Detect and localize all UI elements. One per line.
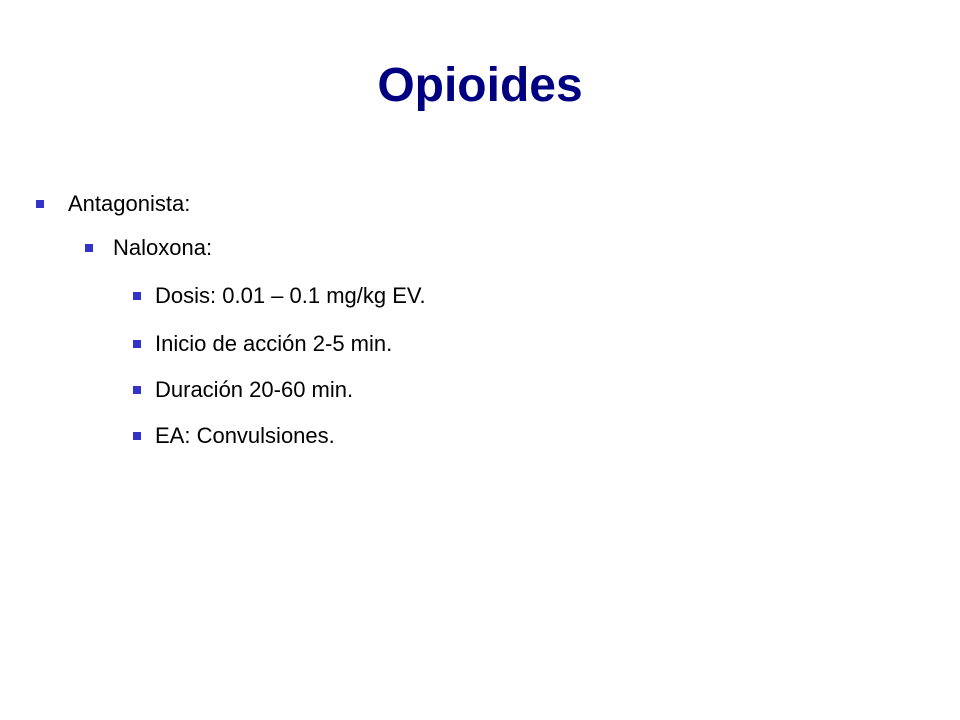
square-bullet-icon <box>133 292 141 300</box>
square-bullet-icon <box>85 244 93 252</box>
square-bullet-icon <box>133 386 141 394</box>
square-bullet-icon <box>133 432 141 440</box>
bullet-text: Dosis: 0.01 – 0.1 mg/kg EV. <box>155 283 426 308</box>
bullet-text: Naloxona: <box>113 235 213 260</box>
bullet-item-antagonista <box>36 182 190 226</box>
square-bullet-icon <box>133 340 141 348</box>
bullet-text: Duración 20-60 min. <box>155 377 354 402</box>
bullet-item-naloxona <box>85 226 212 270</box>
bullet-item-duracion <box>133 368 353 412</box>
bullet-item-ea <box>133 414 335 458</box>
bullet-text: EA: Convulsiones. <box>155 423 335 448</box>
bullet-text: Antagonista: <box>68 191 191 216</box>
slide-title: Opioides <box>377 59 583 112</box>
bullet-item-inicio <box>133 322 392 366</box>
bullet-item-dosis <box>133 274 426 318</box>
bullet-text: Inicio de acción 2-5 min. <box>155 331 393 356</box>
square-bullet-icon <box>36 200 44 208</box>
